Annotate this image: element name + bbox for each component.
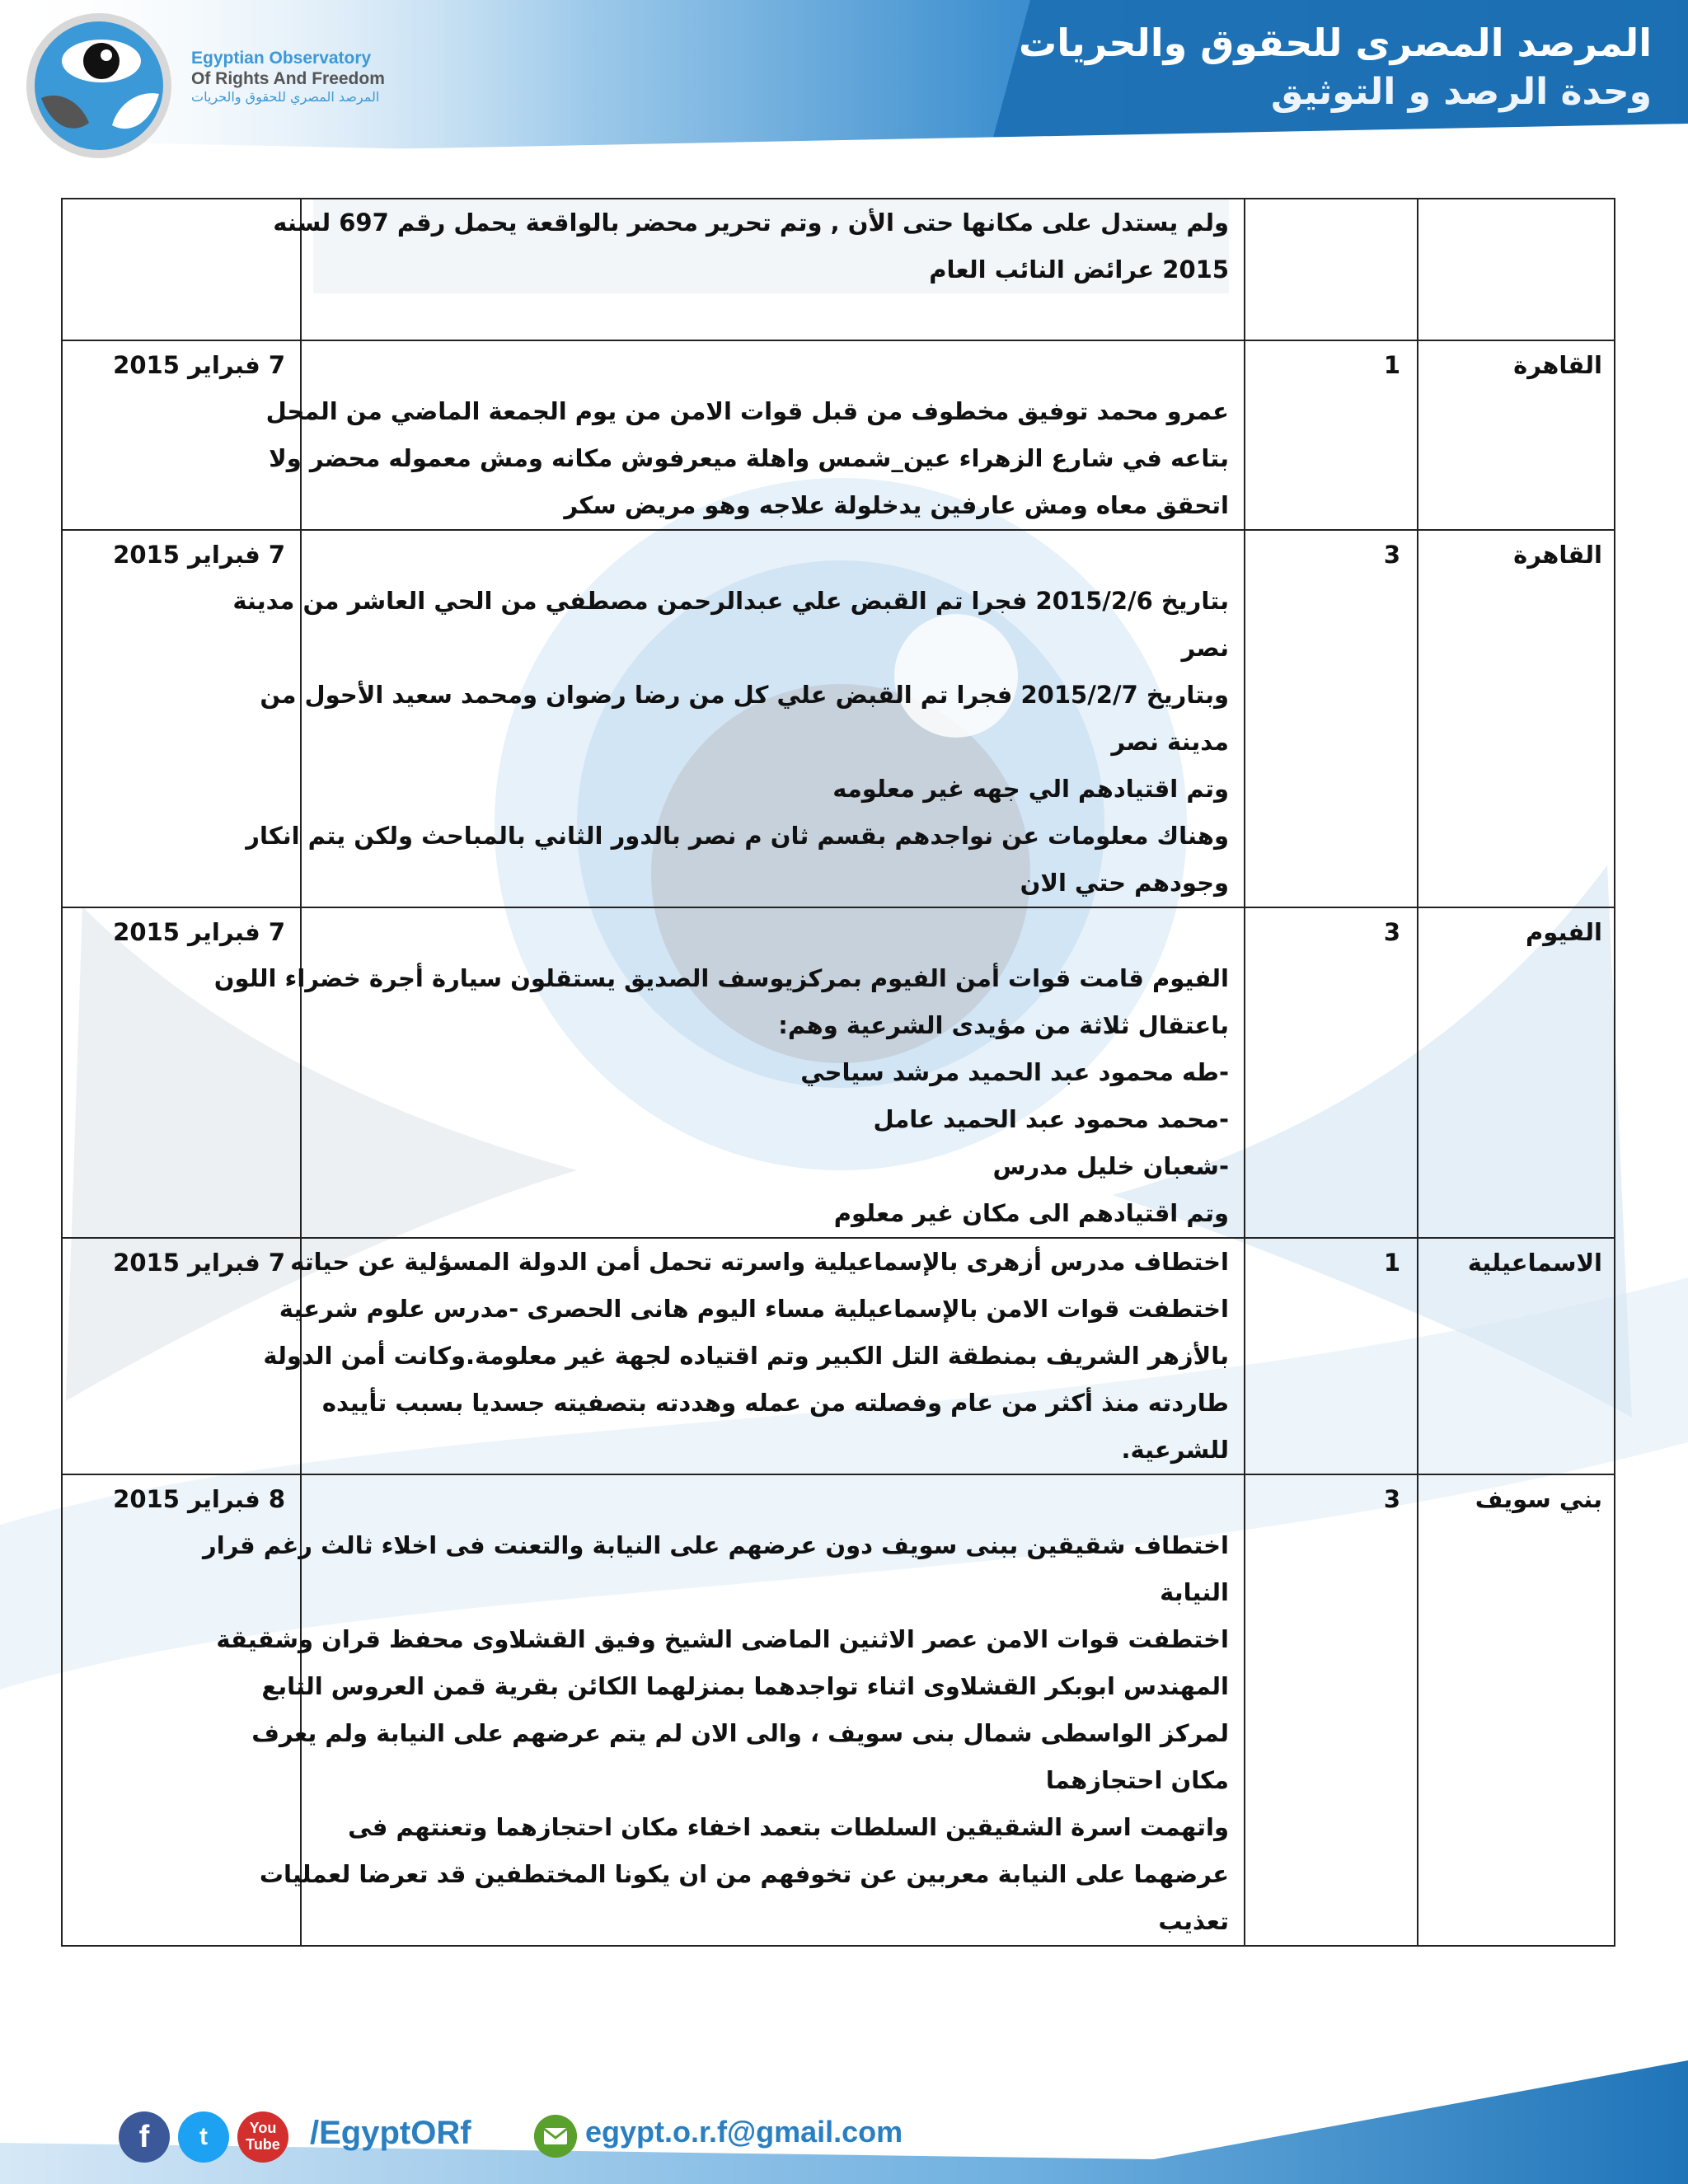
count-cell: 3 [1245,1474,1418,1946]
table-row [62,1238,1615,1474]
description-spacer [313,531,1229,578]
description-line: مكان احتجازهما [1045,1766,1229,1794]
table-row [62,199,1615,340]
description-line: اتحقق معاه ومش عارفين يدخلولة علاجه وهو مريض سكر [564,491,1229,519]
description-line: النيابة [1160,1578,1229,1606]
description-line: مدينة نصر [1111,728,1229,756]
description-line: بالأزهر الشريف بمنطقة التل الكبير وتم اقتياده لجهة غير معلومة.وكانت أمن الدولة [263,1342,1229,1370]
description-line: عرضهما على النيابة معربين عن تخوفهم من ان يكونا المختطفين قد تعرضا لعمليات [259,1860,1229,1888]
description-line: باعتقال ثلاثة من مؤيدى الشرعية وهم: [778,1011,1229,1039]
governorate-cell: القاهرة [1418,530,1615,907]
description-line: الفيوم قامت قوات أمن الفيوم بمركزيوسف الصديق يستقلون سيارة أجرة خضراء اللون [213,964,1229,992]
date-cell: 7 فبراير 2015 [62,530,301,907]
description-line: 2015 عرائض النائب العام [929,255,1229,284]
description-spacer [313,1475,1229,1522]
header-title [745,18,1652,117]
twitter-icon[interactable]: t [178,2111,229,2163]
description-cell [265,340,1245,530]
governorate-cell: بني سويف [1418,1474,1615,1946]
logo-line-1: Egyptian Observatory [191,49,372,68]
report-table-wrapper [61,198,1614,1947]
description-line: وتم اقتيادهم الي جهه غير معلومه [832,775,1229,803]
governorate-cell [1418,199,1615,340]
description-spacer [313,341,1229,388]
description-line: ولم يستدل على مكانها حتى الأن , وتم تحرير محضر بالواقعة يحمل رقم 697 لسنه [273,209,1229,237]
description-line: عمرو محمد توفيق مخطوف من قبل قوات الامن من يوم الجمعة الماضي من المحل [265,397,1229,425]
description-line: نصر [1181,634,1229,662]
date-cell: 8 فبراير 2015 [62,1474,301,1946]
description-line: المهندس ابوبكر القشلاوى اثناء تواجدهما بمنزلهما الكائن بقرية قمن العروس التابع [261,1672,1229,1700]
description-cell [263,1238,1245,1474]
description-cell [203,1474,1245,1946]
logo-eye-iris [83,43,120,79]
date-cell: 7 فبراير 2015 [62,1238,301,1474]
description-line: واتهمت اسرة الشقيقين السلطات بتعمد اخفاء مكان احتجازهما وتعنتهم فى [348,1813,1229,1841]
logo-line-2: Of Rights And Freedom [191,69,385,88]
count-cell: 1 [1245,340,1418,530]
facebook-icon[interactable]: f [119,2111,170,2163]
description-spacer [313,908,1229,955]
email-address[interactable]: egypt.o.r.f@gmail.com [585,2115,903,2149]
table-row [62,907,1615,1238]
description-line: اختطفت قوات الامن عصر الاثنين الماضى الشيخ وفيق القشلاوى محفظ قران وشقيقة [216,1625,1229,1653]
description-line: تعذيب [1158,1907,1229,1935]
social-handle[interactable]: /EgyptORf [310,2115,471,2151]
description-line: -محمد محمود عبد الحميد عامل [873,1105,1229,1133]
count-cell: 3 [1245,907,1418,1238]
description-shaded-block [273,199,1229,293]
description-cell [232,530,1245,907]
governorate-cell: الاسماعيلية [1418,1238,1615,1474]
description-line: -طه محمود عبد الحميد مرشد سياحي [800,1058,1229,1086]
footer [115,2107,1269,2164]
count-cell [1245,199,1418,340]
description-line: اختطاف مدرس أزهرى بالإسماعيلية واسرته تحمل أمن الدولة المسؤلية عن حياته [290,1248,1229,1276]
logo-eye-glint [101,49,112,61]
table-row [62,1474,1615,1946]
table-row [62,340,1615,530]
org-name: المرصد المصرى للحقوق والحريات [1019,21,1652,65]
description-line: وبتاريخ 2015/2/7 فجرا تم القبض علي كل من رضا رضوان ومحمد سعيد الأحول من [260,681,1229,709]
description-line: بتاريخ 2015/2/6 فجرا تم القبض علي عبدالرحمن مصطفي من الحي العاشر من مدينة [232,587,1229,615]
logo-line-3: المرصد المصري للحقوق والحريات [191,89,380,105]
governorate-cell: القاهرة [1418,340,1615,530]
description-line: وهناك معلومات عن نواجدهم بقسم ثان م نصر بالدور الثاني بالمباحث ولكن يتم انكار [246,822,1229,850]
description-line: بتاعه في شارع الزهراء عين_شمس واهلة ميعرفوش مكانه ومش معموله محضر ولا [269,444,1229,472]
description-line: للشرعية. [1121,1436,1229,1464]
description-line: طاردته منذ أكثر من عام وفصلته من عمله وهددته بتصفيته جسديا بسبب تأييده [321,1389,1229,1417]
logo-text [191,48,385,105]
description-line: وجودهم حتي الان [1020,869,1229,897]
youtube-icon[interactable]: You Tube [237,2111,288,2163]
count-cell: 3 [1245,530,1418,907]
description-cell [273,199,1245,340]
description-line: اختطاف شقيقين ببنى سويف دون عرضهم على النيابة والتعنت فى اخلاء ثالث رغم قرار [203,1531,1229,1559]
count-cell: 1 [1245,1238,1418,1474]
governorate-cell: الفيوم [1418,907,1615,1238]
date-cell [62,199,301,340]
date-cell: 7 فبراير 2015 [62,340,301,530]
report-table-body [62,199,1615,1946]
description-line: لمركز الواسطى شمال بنى سويف ، والى الان لم يتم عرضهم على النيابة ولم يعرف [251,1719,1229,1747]
description-cell [213,907,1245,1238]
report-table [61,198,1615,1947]
description-line: اختطفت قوات الامن بالإسماعيلية مساء اليوم هانى الحصرى -مدرس علوم شرعية [279,1295,1229,1323]
description-line: وتم اقتيادهم الى مكان غير معلوم [833,1199,1229,1227]
table-row [62,530,1615,907]
email-icon [534,2115,577,2158]
description-line: -شعبان خليل مدرس [992,1152,1229,1180]
unit-name: وحدة الرصد و التوثيق [1271,71,1652,113]
date-cell: 7 فبراير 2015 [62,907,301,1238]
